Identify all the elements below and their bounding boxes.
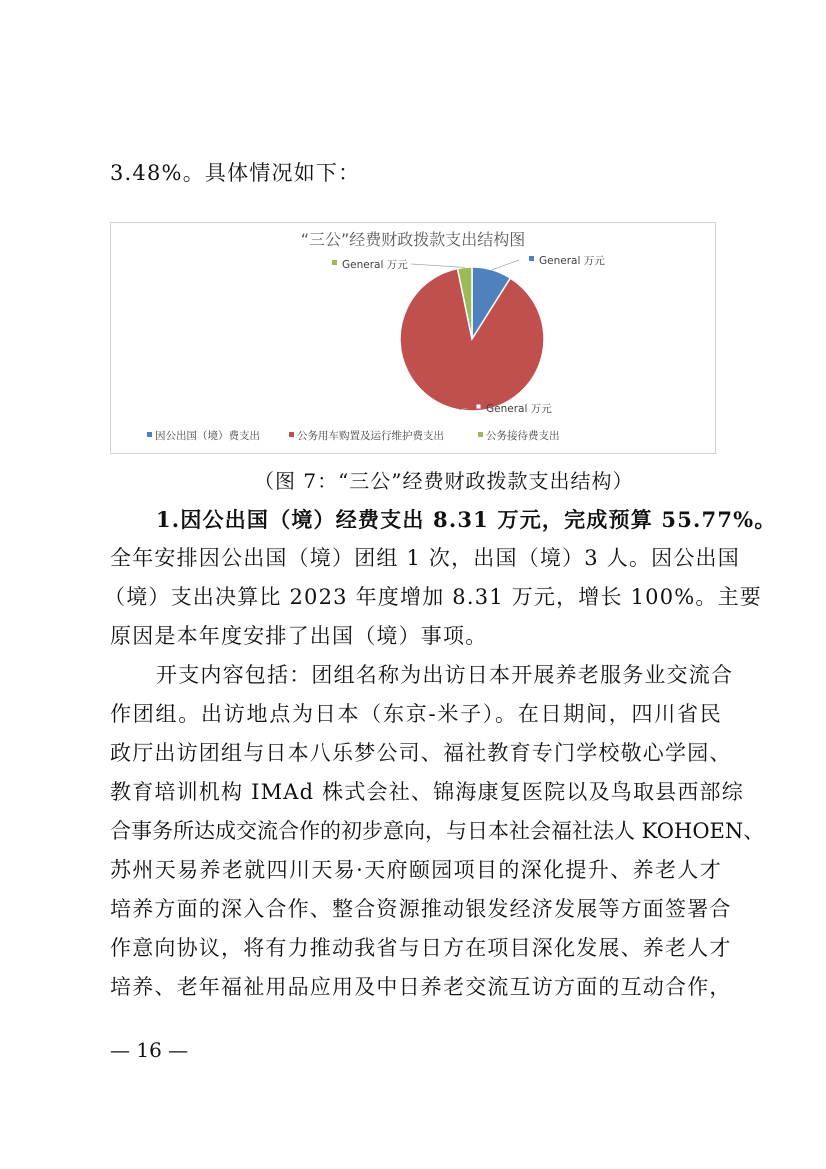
para2-line-1: 开支内容包括：团组名称为出访日本开展养老服务业交流合 [156,663,734,687]
legend-label-1: 因公出国（境）费支出 [155,430,260,442]
section-heading: 1.因公出国（境）经费支出 8.31 万元，完成预算 55.77%。 [156,507,777,532]
chart-title: “三公”经费财政拨款支出结构图 [300,230,526,249]
legend-label-2: 公务用车购置及运行维护费支出 [297,430,444,442]
para2-line-5: 合事务所达成交流合作的初步意向，与日本社会福社法人 KOHOEN、 [110,819,765,843]
para2-line-2: 作团组。出访地点为日本（东京-米子）。在日期间，四川省民 [110,702,722,726]
leader-line-1 [492,260,519,270]
para2-line-6: 苏州天易养老就四川天易·天府颐园项目的深化提升、养老人才 [110,858,722,882]
para2-line-3: 政厅出访团组与日本八乐梦公司、福社教育专门学校敬心学园、 [110,741,732,765]
para2-line-8: 作意向协议，将有力推动我省与日方在项目深化发展、养老人才 [110,936,732,960]
para2-line-9: 培养、老年福祉用品应用及中日养老交流互访方面的互动合作， [110,975,732,999]
figure-caption: （图 7：“三公”经费财政拨款支出结构） [254,469,634,493]
pie-chart [111,223,715,453]
para2-line-4: 教育培训机构 IMAd 株式会社、锦海康复医院以及鸟取县西部综 [110,780,744,804]
legend-swatch-3 [478,432,483,437]
page-number: — 16 — [110,1038,189,1062]
data-label-1: General 万元 [539,255,605,267]
legend-swatch-1 [147,432,152,437]
data-label-swatch-1 [529,256,534,261]
para1-line-3: 原因是本年度安排了出国（境）事项。 [110,624,488,648]
pie-chart-frame [110,222,716,454]
para1-line-2: （境）支出决算比 2023 年度增加 8.31 万元，增长 100%。主要 [104,585,763,609]
intro-line: 3.48%。具体情况如下： [110,161,361,185]
para1-line-1: 全年安排因公出国（境）团组 1 次，出国（境）3 人。因公出国 [110,546,740,570]
legend-label-3: 公务接待费支出 [486,430,560,442]
data-label-2: General 万元 [486,403,552,415]
para2-line-7: 培养方面的深入合作、整合资源推动银发经济发展等方面签署合 [110,897,732,921]
legend-swatch-2 [289,432,294,437]
leader-line-3 [411,264,465,267]
data-label-swatch-3 [332,260,337,265]
data-label-3: General 万元 [342,259,408,271]
data-label-swatch-2 [476,404,481,409]
